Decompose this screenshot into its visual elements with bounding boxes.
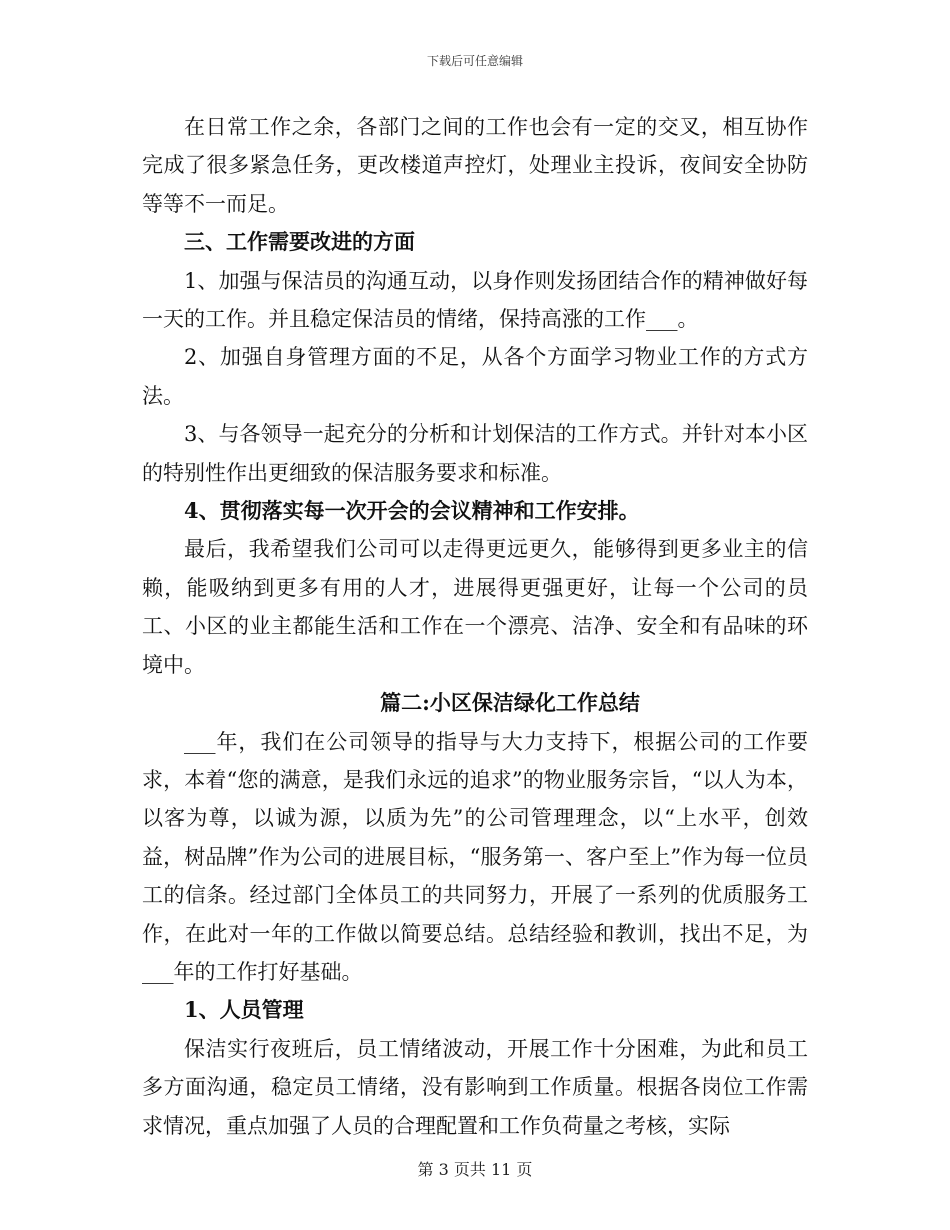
paragraph-intro: ___年，我们在公司领导的指导与大力支持下，根据公司的工作要求，本着“您的满意，是我们永远的追求”的物业服务宗旨，“以人为本，以客为尊，以诚为源，以质为先”的公司管理理念，以“上水平，创效益，树品牌”作为公司的进展目标，“服务第一、客户至上”作为每一位员工的信条。经过部门全体员工的共同努力，开展了一系列的优质服务工作，在此对一年的工作做以简要总结。总结经验和教训，找出不足，为___年的工作打好基础。 — [142, 729, 808, 984]
paragraph-item-1: 1、加强与保洁员的沟通互动，以身作则发扬团结合作的精神做好每一天的工作。并且稳定保洁员的情绪，保持高涨的工作___。 — [142, 268, 808, 332]
paragraph-cross-department: 在日常工作之余，各部门之间的工作也会有一定的交叉，相互协作完成了很多紧急任务，更改楼道声控灯，处理业主投诉，夜间安全协防等等不一而足。 — [142, 115, 808, 216]
paragraph-item-2: 2、加强自身管理方面的不足，从各个方面学习物业工作的方式方法。 — [142, 345, 808, 408]
document-body — [142, 108, 808, 1145]
paragraph-item-4: 4、贯彻落实每一次开会的会议精神和工作安排。 — [184, 498, 640, 524]
section-heading-personnel: 1、人员管理 — [184, 997, 304, 1023]
section-heading-improvements: 三、工作需要改进的方面 — [184, 229, 415, 255]
paragraph-conclusion: 最后，我希望我们公司可以走得更远更久，能够得到更多业主的信赖，能吸纳到更多有用的人才，进展得更强更好，让每一个公司的员工、小区的业主都能生活和工作在一个漂亮、洁净、安全和有品味的环境中。 — [142, 537, 808, 677]
paragraph-personnel: 保洁实行夜班后，员工情绪波动，开展工作十分困难，为此和员工多方面沟通，稳定员工情绪，没有影响到工作质量。根据各岗位工作需求情况，重点加强了人员的合理配置和工作负荷量之考核，实际 — [142, 1036, 808, 1138]
article-title: 篇二:小区保洁绿化工作总结 — [380, 690, 640, 716]
page-footer: 第 3 页共 11 页 — [417, 1160, 533, 1179]
page-header: 下载后可任意编辑 — [426, 54, 523, 68]
paragraph-item-3: 3、与各领导一起充分的分析和计划保洁的工作方式。并针对本小区的特别性作出更细致的保洁服务要求和标准。 — [142, 422, 808, 485]
